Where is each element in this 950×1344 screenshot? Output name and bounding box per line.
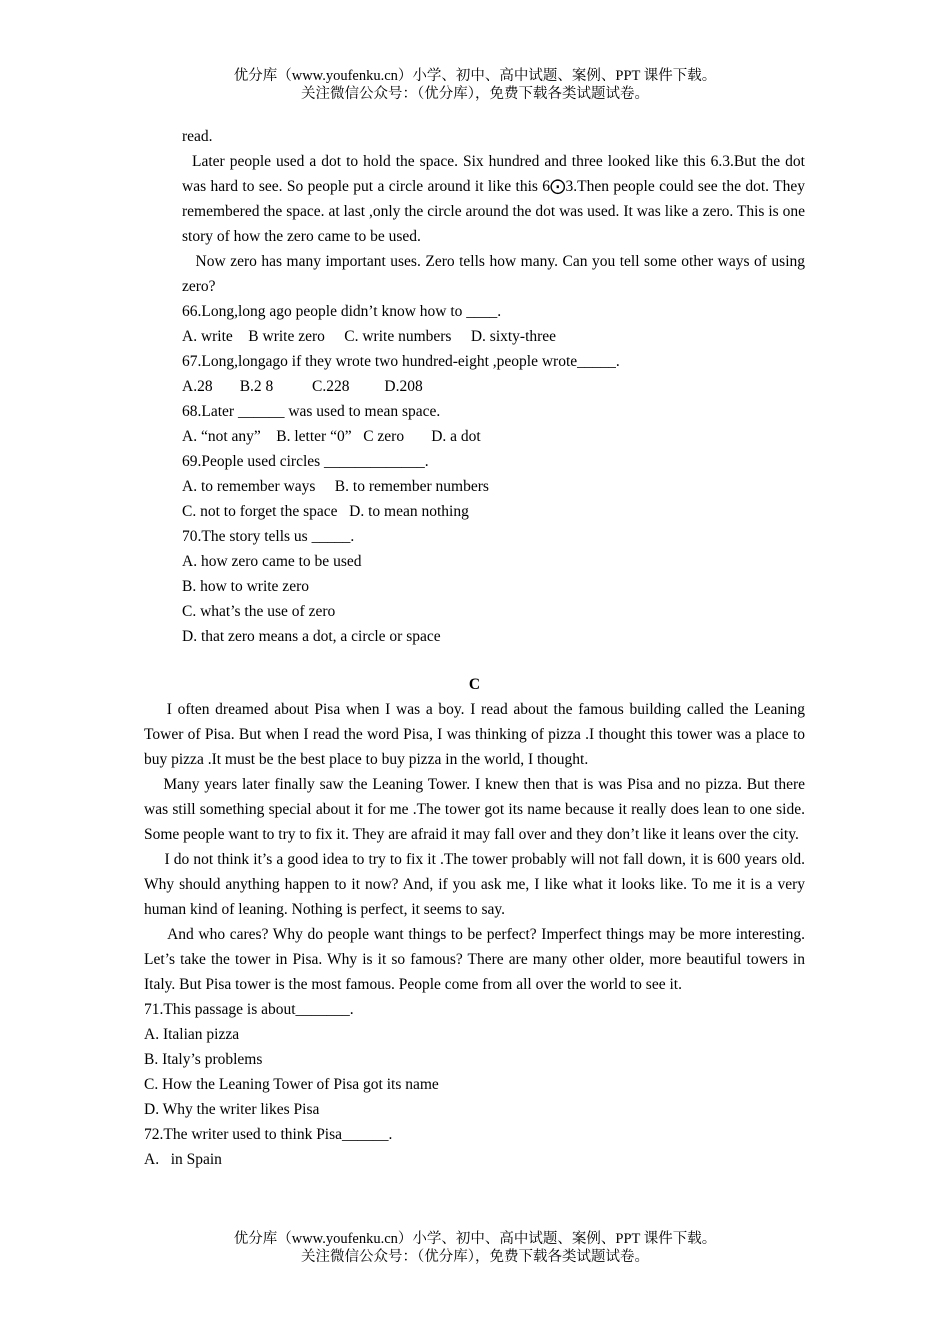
passage-paragraph: And who cares? Why do people want things to be perfect? Imperfect things may be more interesting. Let’s take the tower in Pisa. Why is it so famous? There are many other older, more beautiful towers in Italy. But Pisa tower is the most famous. People come from all over the world to see it. — [144, 926, 809, 993]
question-71-option-b: B. Italy’s problems — [144, 1051, 263, 1068]
page-header — [0, 67, 950, 103]
question-68-options: A. “not any” B. letter “0” C zero D. a dot — [182, 428, 481, 445]
question-71-option-d: D. Why the writer likes Pisa — [144, 1101, 320, 1118]
question-72: 72.The writer used to think Pisa______. — [144, 1126, 393, 1143]
question-71: 71.This passage is about_______. — [144, 1001, 354, 1018]
question-69-options: A. to remember ways B. to remember numbers — [182, 478, 489, 495]
question-70-option-d: D. that zero means a dot, a circle or space — [182, 628, 441, 645]
question-71-option-a: A. Italian pizza — [144, 1026, 240, 1043]
header-line-2: 关注微信公众号：（优分库），免费下载各类试题试卷。 — [301, 86, 649, 102]
passage-paragraph: Now zero has many important uses. Zero tells how many. Can you tell some other ways of using zero? — [182, 253, 809, 295]
question-66: 66.Long,long ago people didn’t know how to ____. — [182, 303, 502, 320]
passage-c — [144, 672, 809, 1172]
page-footer — [0, 1230, 950, 1266]
question-70-option-b: B. how to write zero — [182, 578, 309, 595]
footer-line-1: 优分库（www.youfenku.cn）小学、初中、高中试题、案例、PPT 课件下载。 — [233, 1231, 717, 1247]
question-67: 67.Long,longago if they wrote two hundred-eight ,people wrote_____. — [182, 353, 620, 370]
question-69-options: C. not to forget the space D. to mean nothing — [182, 503, 469, 520]
question-70: 70.The story tells us _____. — [182, 528, 355, 545]
question-70-option-c: C. what’s the use of zero — [182, 603, 336, 620]
footer-line-2: 关注微信公众号：（优分库），免费下载各类试题试卷。 — [301, 1249, 649, 1265]
question-68: 68.Later ______ was used to mean space. — [182, 403, 441, 420]
header-line-1: 优分库（www.youfenku.cn）小学、初中、高中试题、案例、PPT 课件下载。 — [233, 68, 717, 84]
question-71-option-c: C. How the Leaning Tower of Pisa got its name — [144, 1076, 439, 1093]
passage-paragraph: I often dreamed about Pisa when I was a boy. I read about the famous building called the Leaning Tower of Pisa. But when I read the word Pisa, I was thinking of pizza .I thought this tower was a place to buy pizza .It must be the best place to buy pizza in the world, I thought. — [144, 701, 809, 768]
question-72-option-a: A. in Spain — [144, 1151, 222, 1168]
question-67-options: A.28 B.2 8 C.228 D.208 — [182, 378, 423, 395]
passage-b — [182, 124, 809, 649]
passage-continuation: read. — [182, 128, 213, 145]
passage-paragraph: Many years later finally saw the Leaning Tower. I knew then that is was Pisa and no pizza. But there was still something special about it for me .The tower got its name because it really does lean to one side. Some people want to try to fix it. They are afraid it may fall over and they don’t like it leans over the city. — [144, 776, 809, 843]
question-69: 69.People used circles _____________. — [182, 453, 429, 470]
section-heading: C — [468, 676, 481, 693]
passage-paragraph: Later people used a dot to hold the space. Six hundred and three looked like this 6.3.But the dot was hard to see. So people put a circle around it like this 6⨀3.Then people could see the dot. They remembered the space. at last ,only the circle around the dot was used. It was like a zero. This is one story of how the zero came to be used. — [182, 153, 809, 245]
question-70-option-a: A. how zero came to be used — [182, 553, 362, 570]
passage-paragraph: I do not think it’s a good idea to try to fix it .The tower probably will not fall down, it is 600 years old. Why should anything happen to it now? And, if you ask me, I like what it looks like. To me it is a very human kind of leaning. Nothing is perfect, it seems to say. — [144, 851, 809, 918]
question-66-options: A. write B write zero C. write numbers D. sixty-three — [182, 328, 557, 345]
